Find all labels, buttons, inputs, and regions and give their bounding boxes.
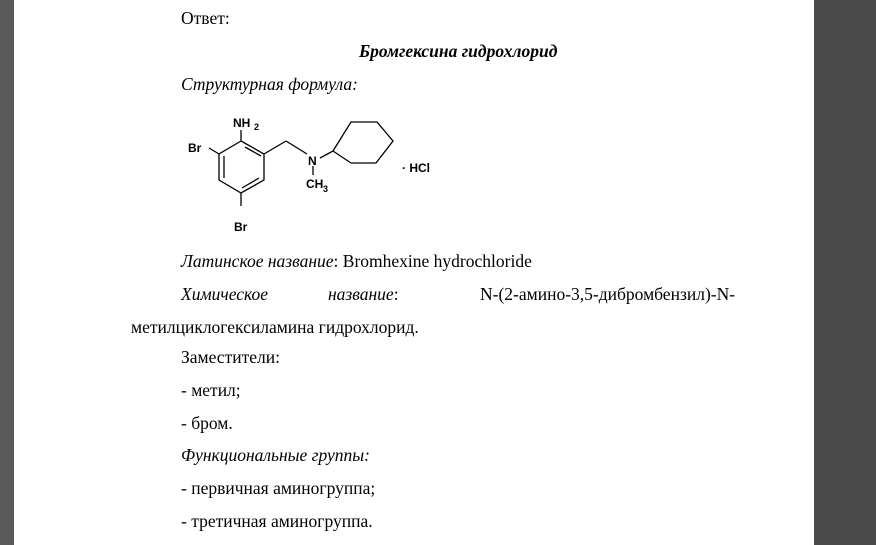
list-item: - бром. — [181, 413, 233, 433]
list-item: - первичная аминогруппа; — [181, 478, 376, 498]
functional-groups-label: Функциональные группы: — [181, 445, 370, 465]
chemical-name-label-2: название: — [328, 284, 399, 304]
nh2-subscript: 2 — [254, 122, 260, 132]
answer-label: Ответ: — [181, 8, 230, 28]
br-left-label: Br — [188, 141, 202, 155]
substituents-label: Заместители: — [181, 347, 280, 367]
latin-name-label: Латинское название — [181, 251, 334, 271]
structural-formula-label: Структурная формула: — [181, 74, 358, 94]
ch3-label: CH — [306, 177, 324, 191]
latin-name-line — [181, 251, 532, 271]
structural-formula-diagram — [179, 108, 469, 243]
nh2-label: NH — [233, 116, 251, 130]
chemical-name-value-line1: N-(2-амино-3,5-дибромбензил)-N- — [480, 284, 736, 304]
viewer-background-right — [814, 0, 876, 545]
br-bottom-label: Br — [234, 220, 248, 234]
list-item: - метил; — [181, 380, 241, 400]
document-title: Бромгексина гидрохлорид — [359, 41, 558, 61]
document-page — [14, 0, 814, 545]
n-label: N — [308, 154, 317, 168]
list-item: - третичная аминогруппа. — [181, 511, 373, 531]
ch3-subscript: 3 — [323, 184, 329, 194]
latin-name-value: : Bromhexine hydrochloride — [333, 251, 532, 271]
chemical-name-value-line2: метилциклогексиламина гидрохлорид. — [131, 317, 419, 337]
chemical-name-label: Химическое — [181, 284, 269, 304]
hcl-label: · HCl — [402, 161, 430, 175]
